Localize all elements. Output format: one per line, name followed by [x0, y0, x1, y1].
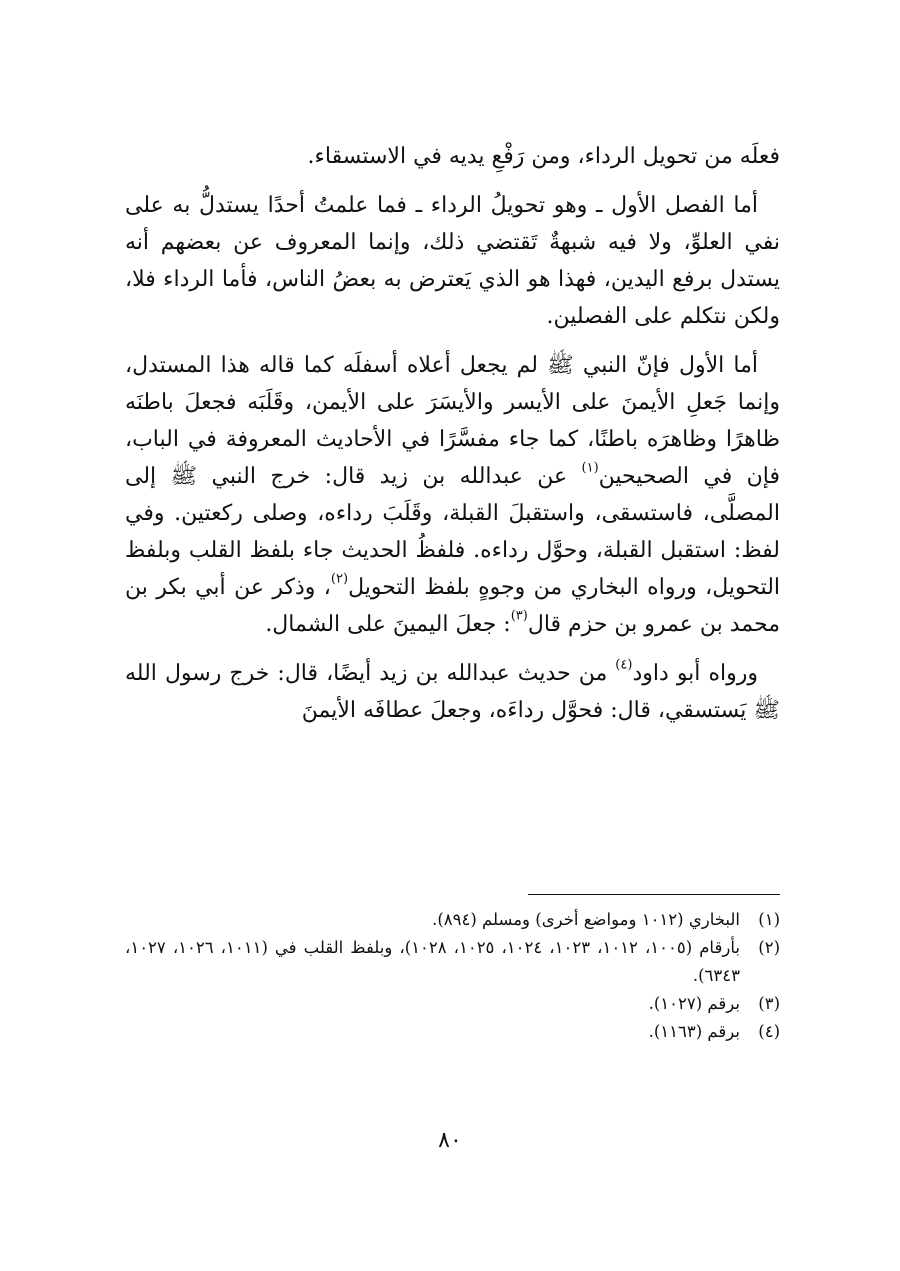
paragraph-3-text-c: ، وذكر عن أبي بكر بن محمد بن عمرو بن حزم قال [125, 575, 780, 637]
footnote-number: (٢) [758, 938, 780, 957]
footnote-text: برقم (١٠٢٧). [648, 994, 740, 1013]
footnote-ref-1[interactable]: (١) [581, 460, 599, 476]
footnote-ref-3[interactable]: (٣) [510, 608, 528, 624]
footnote-ref-4[interactable]: (٤) [615, 657, 633, 673]
footnote-item [125, 906, 780, 934]
footnote-divider [528, 894, 780, 895]
paragraph-3-text-a: أما الأول فإنّ النبي ﷺ لم يجعل أعلاه أسفلَه كما قاله هذا المستدل، وإنما جَعلِ الأيمنَ على الأيسر والأيسَرَ على الأيمن، وقَلَبَه فجعلَ باطنَه ظاهرًا وظاهرَه باطنًا، كما جاء مفسَّرًا في الأحاديث المعروفة في الباب، فإن في الصحيحين [125, 353, 780, 489]
paragraph-4 [125, 655, 780, 729]
footnote-text: البخاري (١٠١٢ ومواضع أخرى) ومسلم (٨٩٤). [432, 910, 740, 929]
paragraph-1-text: فعلَه من تحويل الرداء، ومن رَفْعِ يديه في الاستسقاء. [307, 144, 780, 169]
footnotes [125, 906, 780, 1046]
footnote-number: (٣) [758, 994, 780, 1013]
paragraph-3 [125, 347, 780, 643]
paragraph-3-text-d: : جعلَ اليمينَ على الشمال. [265, 612, 511, 637]
paragraph-3-text-b: عن عبدالله بن زيد قال: خرج النبي ﷺ إلى المصلَّى، فاستسقى، واستقبلَ القبلة، وقَلَبَ رداءه، وصلى ركعتين. وفي لفظ: استقبل القبلة، وحوَّل رداءه. فلفظُ الحديث جاء بلفظ القلب وبلفظ التحويل، ورواه البخاري من وجوهٍ بلفظ التحويل [125, 464, 781, 600]
footnote-number: (٤) [758, 1022, 780, 1041]
footnote-ref-2[interactable]: (٢) [330, 571, 349, 587]
footnote-text: برقم (١١٦٣). [648, 1022, 740, 1041]
footnote-number: (١) [758, 910, 780, 929]
page-number: ٨٠ [438, 1128, 462, 1153]
paragraph-2-text: أما الفصل الأول ـ وهو تحويلُ الرداء ـ فما علمتُ أحدًا يستدلُّ به على نفي العلوِّ، ولا فيه شبهةٌ تَقتضي ذلك، وإنما المعروف عن بعضهم أنه يستدل برفع اليدين، فهذا هو الذي يَعترض به بعضُ الناس، فأما الرداء فلا، ولكن نتكلم على الفصلين. [125, 193, 780, 329]
footnote-item [125, 934, 780, 990]
footnote-item [125, 990, 780, 1018]
footnote-text: بأرقام (١٠٠٥، ١٠١٢، ١٠٢٣، ١٠٢٤، ١٠٢٥، ١٠٢٨)، وبلفظ القلب في (١٠١١، ١٠٢٦، ١٠٢٧، ٦٣٤٣). [125, 938, 740, 985]
main-text [125, 138, 780, 741]
paragraph-1 [125, 138, 780, 175]
paragraph-4-text-b: من حديث عبدالله بن زيد أيضًا، قال: خرج رسول الله ﷺ يَستسقي، قال: فحوَّل رداءَه، وجعلَ عطافَه الأيمنَ [125, 661, 780, 723]
paragraph-2 [125, 187, 780, 335]
paragraph-4-text-a: ورواه أبو داود [632, 661, 758, 686]
footnote-item [125, 1018, 780, 1046]
